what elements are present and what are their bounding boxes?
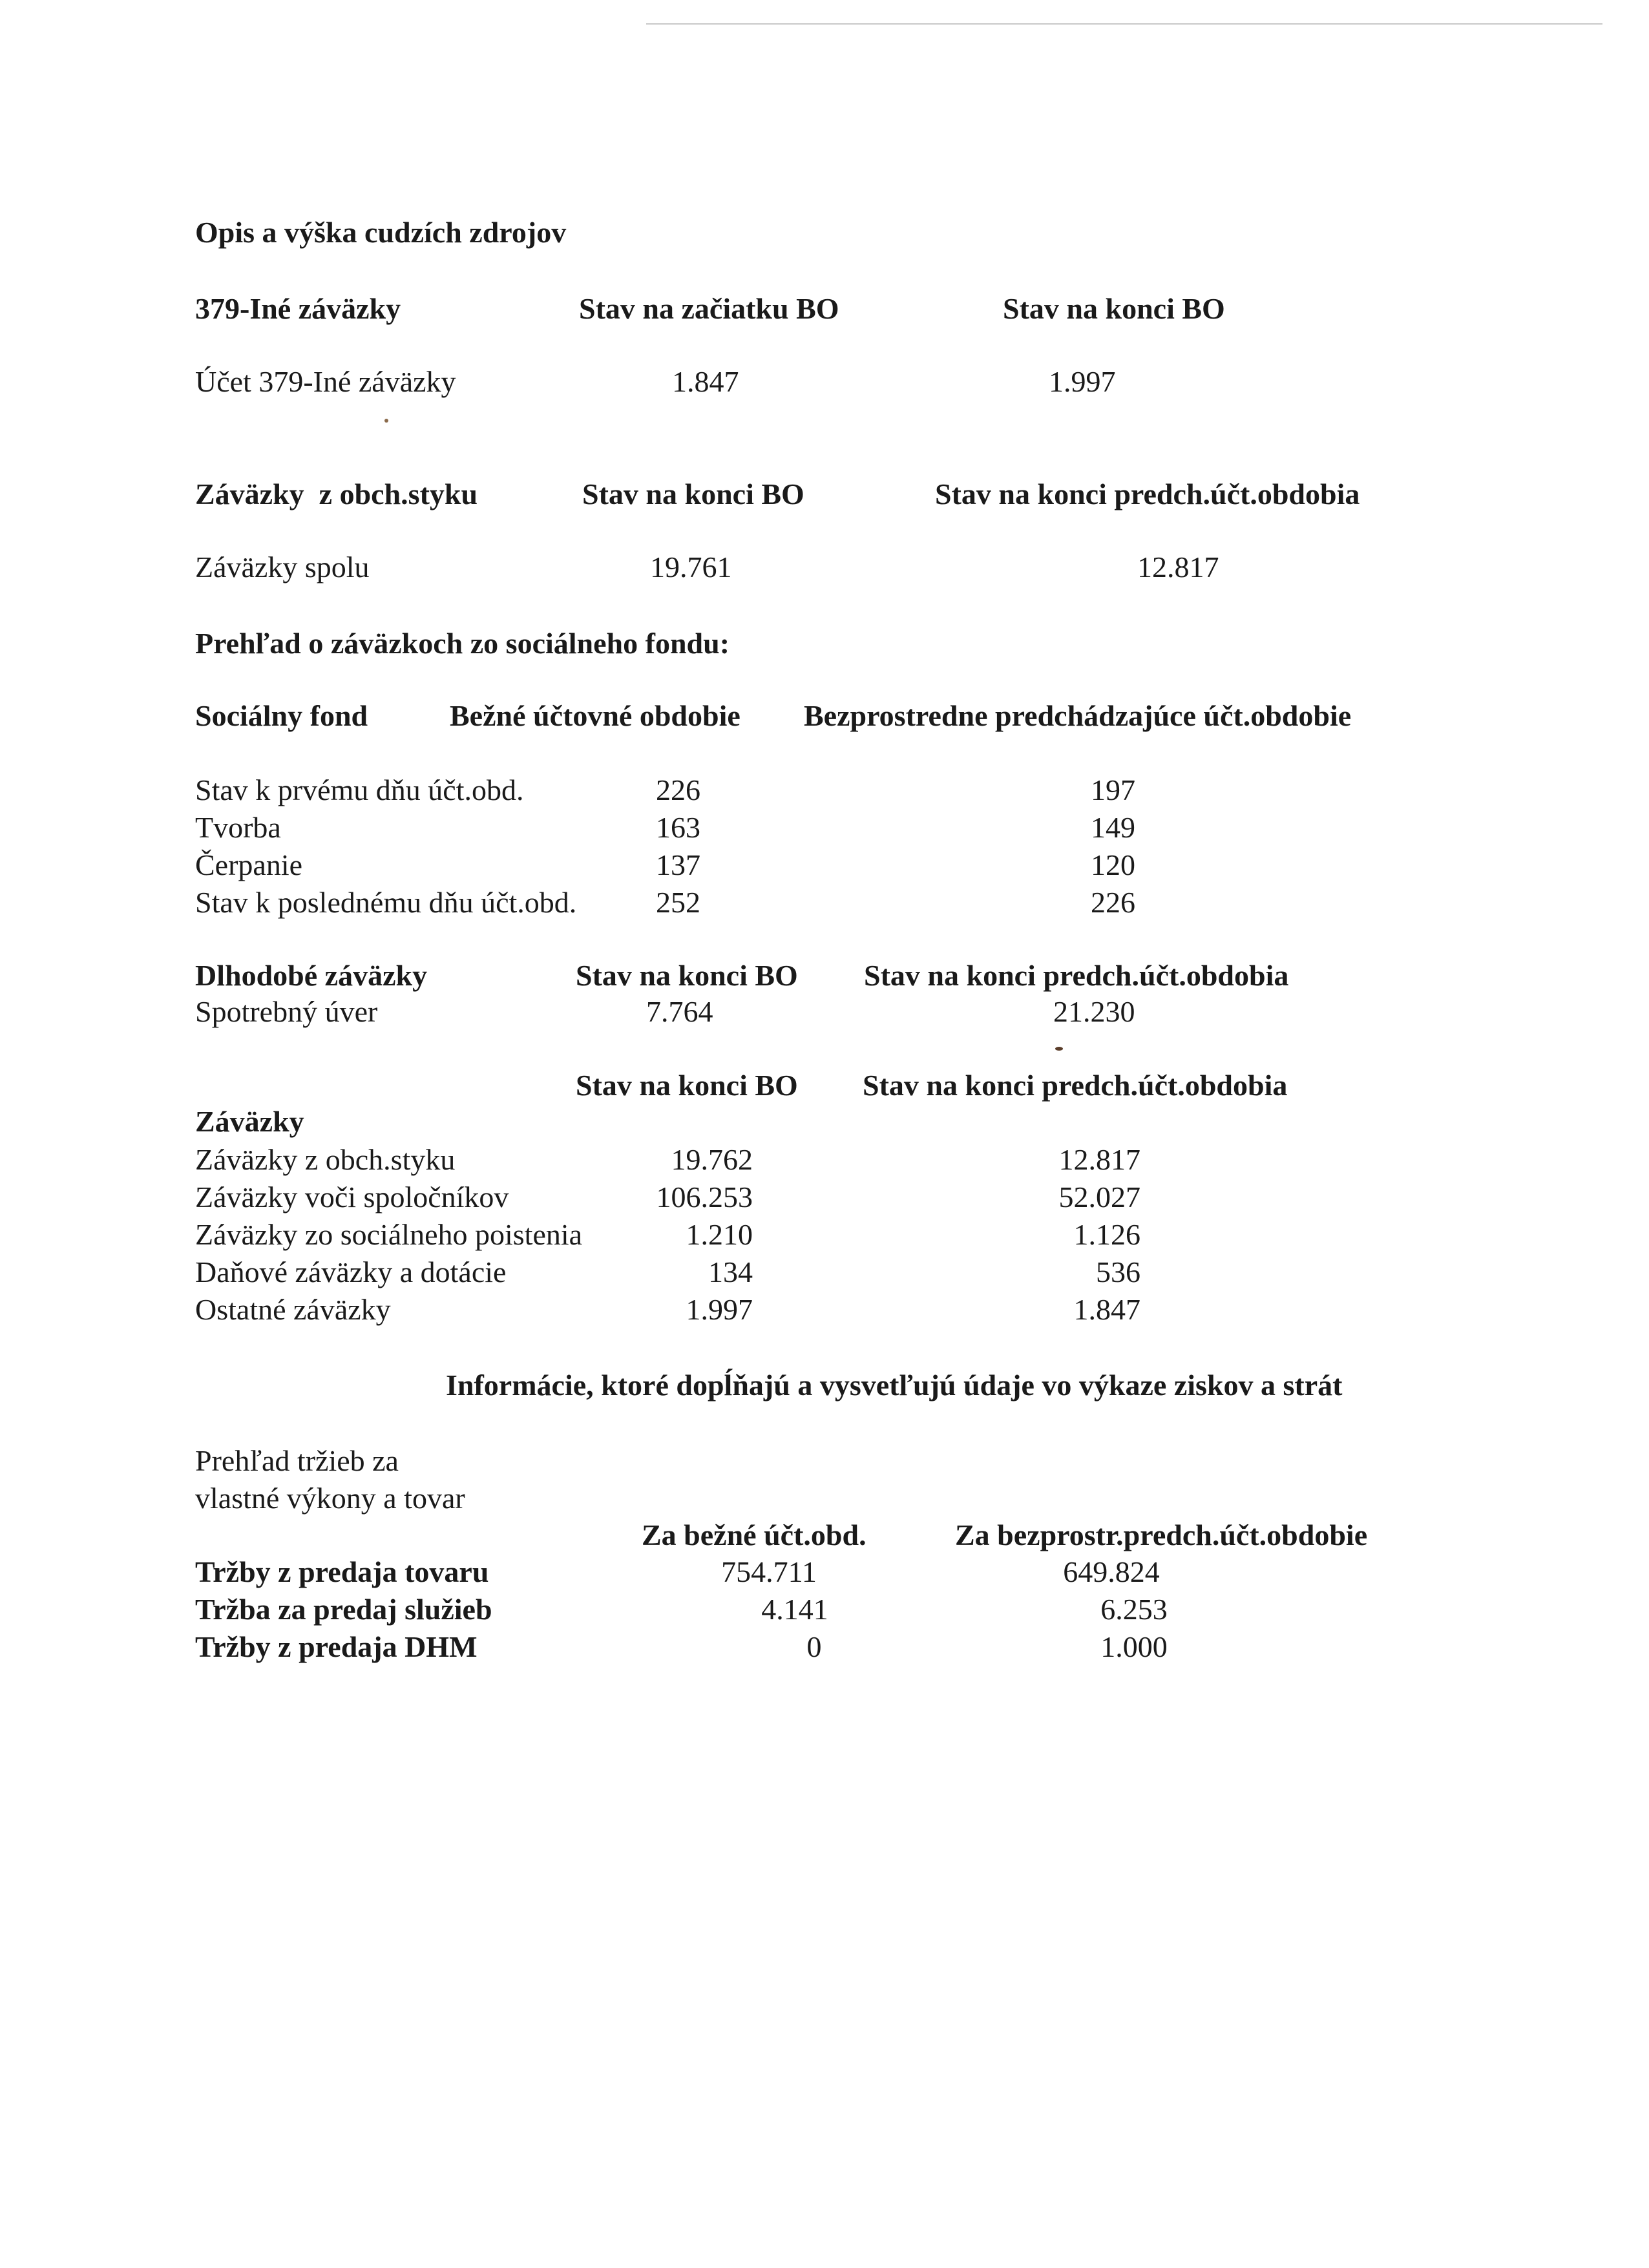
income-row-previous: 6.253 [1100,1593,1168,1626]
longterm-header-previous: Stav na konci predch.účt.obdobia [864,959,1289,992]
liabilities-row-label: Záväzky z obch.styku [195,1143,456,1176]
social-row-label: Stav k prvému dňu účt.obd. [195,773,524,806]
liabilities-row-current: 134 [708,1255,753,1288]
social-row-current: 163 [656,811,700,844]
liabilities-row-previous: 12.817 [1058,1143,1140,1176]
liabilities-row-label: Daňové záväzky a dotácie [195,1255,507,1288]
s379-header-label: 379-Iné záväzky [195,292,401,325]
liabilities-header-current: Stav na konci BO [576,1069,798,1102]
liabilities-row-current: 1.997 [686,1293,753,1326]
obch-row-label: Záväzky spolu [195,551,370,583]
scan-speck [1055,1047,1063,1051]
s379-row-end: 1.997 [1049,365,1116,398]
longterm-row-previous: 21.230 [1053,995,1135,1028]
social-row-current: 226 [656,773,700,806]
social-row-label: Stav k poslednému dňu účt.obd. [195,886,577,919]
social-row-current: 252 [656,886,700,919]
social-row-previous: 197 [1091,773,1135,806]
liabilities-row-label: Záväzky zo sociálneho poistenia [195,1218,583,1251]
income-intro-line: vlastné výkony a tovar [195,1482,465,1515]
s379-header-end: Stav na konci BO [1003,292,1225,325]
longterm-header-label: Dlhodobé záväzky [195,959,428,992]
social-row-current: 137 [656,848,700,881]
obch-header-current: Stav na konci BO [582,478,804,510]
income-intro-line: Prehľad tržieb za [195,1444,399,1477]
social-row-previous: 226 [1091,886,1135,919]
income-row-current: 754.711 [721,1555,817,1588]
obch-header-previous: Stav na konci predch.účt.obdobia [935,478,1360,510]
obch-row-previous: 12.817 [1137,551,1219,583]
income-row-current: 0 [806,1630,822,1663]
income-heading: Informácie, ktoré dopĺňajú a vysvetľujú údaje vo výkaze ziskov a strát [446,1369,1343,1402]
liabilities-header-previous: Stav na konci predch.účt.obdobia [863,1069,1288,1102]
income-row-label: Tržby z predaja tovaru [195,1555,489,1588]
social-row-label: Tvorba [195,811,281,844]
liabilities-row-current: 19.762 [671,1143,753,1176]
income-row-previous: 649.824 [1063,1555,1160,1588]
liabilities-row-label: Záväzky voči spoločníkov [195,1181,509,1213]
liabilities-row-label: Ostatné záväzky [195,1293,391,1326]
longterm-header-current: Stav na konci BO [576,959,798,992]
social-row-previous: 120 [1091,848,1135,881]
income-header-previous: Za bezprostr.predch.účt.obdobie [955,1518,1368,1551]
s379-header-start: Stav na začiatku BO [579,292,839,325]
obch-header-label: Záväzky z obch.styku [195,478,478,510]
liabilities-heading: Záväzky [195,1105,304,1138]
liabilities-row-current: 1.210 [686,1218,753,1251]
liabilities-row-previous: 536 [1096,1255,1140,1288]
income-row-label: Tržby z predaja DHM [195,1630,478,1663]
longterm-row-current: 7.764 [646,995,713,1028]
liabilities-row-previous: 1.126 [1073,1218,1140,1251]
document-title: Opis a výška cudzích zdrojov [195,216,567,249]
scan-edge-line [646,23,1602,25]
social-row-label: Čerpanie [195,848,303,881]
social-header-label: Sociálny fond [195,699,368,732]
liabilities-row-previous: 52.027 [1058,1181,1140,1213]
income-row-label: Tržba za predaj služieb [195,1593,492,1626]
income-row-current: 4.141 [761,1593,828,1626]
liabilities-row-current: 106.253 [656,1181,753,1213]
s379-row-label: Účet 379-Iné záväzky [195,365,456,398]
income-row-previous: 1.000 [1100,1630,1168,1663]
social-row-previous: 149 [1091,811,1135,844]
social-header-current: Bežné účtovné obdobie [450,699,740,732]
income-header-current: Za bežné účt.obd. [642,1518,867,1551]
social-heading: Prehľad o záväzkoch zo sociálneho fondu: [195,627,730,660]
scan-speck [384,419,388,423]
social-header-previous: Bezprostredne predchádzajúce účt.obdobie [804,699,1352,732]
s379-row-start: 1.847 [672,365,739,398]
longterm-row-label: Spotrebný úver [195,995,378,1028]
obch-row-current: 19.761 [650,551,732,583]
liabilities-row-previous: 1.847 [1073,1293,1140,1326]
